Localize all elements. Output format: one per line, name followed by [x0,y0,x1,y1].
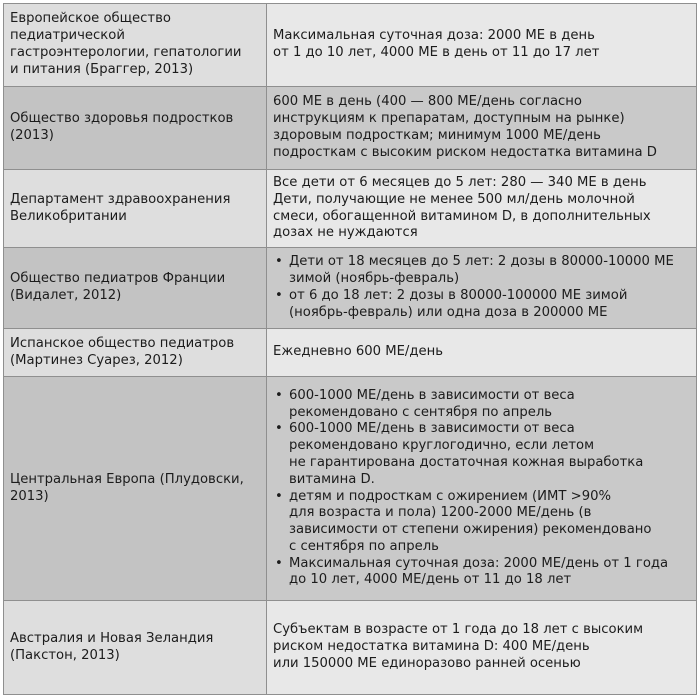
source-cell: Общество педиатров Франции (Видалет, 2012) [4,248,267,329]
table-row [4,170,697,248]
table-row [4,601,697,695]
recommendation-cell: Все дети от 6 месяцев до 5 лет: 280 — 340 МЕ в день Дети, получающие не менее 500 мл/день молочной смеси, обогащенной витамином D, в дополнительных дозах не нуждаются [267,170,697,248]
table-row [4,248,697,329]
vitamin-d-recommendations-table [3,3,697,695]
list-item: • 600-1000 МЕ/день в зависимости от веса рекомендовано круглогодично, если летом не гарантирована достаточная кожная выработка витамина D. [275,421,644,487]
list-item: • Дети от 18 месяцев до 5 лет: 2 дозы в 80000-10000 МЕ зимой (ноябрь-февраль) [275,254,674,287]
bullet-list [273,254,689,321]
list-item: • 600-1000 МЕ/день в зависимости от веса рекомендовано с сентября по апрель [275,387,575,420]
bullet-list [273,388,689,590]
source-cell: Общество здоровья подростков (2013) [4,87,267,170]
list-item: • от 6 до 18 лет: 2 дозы в 80000-100000 МЕ зимой (ноябрь-февраль) или одна доза в 200000 МЕ [275,288,628,320]
bullet-icon: • [275,254,283,270]
recommendation-cell [267,248,697,329]
source-cell: Испанское общество педиатров (Мартинез Суарез, 2012) [4,329,267,377]
bullet-icon: • [275,555,283,571]
source-cell: Европейское общество педиатрической гастроэнтерологии, гепатологии и питания (Браггер, 2013) [4,4,267,87]
bullet-icon: • [275,387,283,403]
recommendation-cell: Ежедневно 600 МЕ/день [267,329,697,377]
table-row [4,377,697,601]
bullet-icon: • [275,288,283,303]
recommendation-cell: Максимальная суточная доза: 2000 МЕ в день от 1 до 10 лет, 4000 МЕ в день от 11 до 17 лет [267,4,697,87]
source-cell: Австралия и Новая Зеландия (Пакстон, 2013) [4,601,267,695]
list-item: • детям и подросткам с ожирением (ИМТ >90% для возраста и пола) 1200-2000 МЕ/день (в зависимости от степени ожирения) рекомендовано с сентября по апрель [275,488,652,554]
table-row [4,87,697,170]
recommendation-cell: 600 МЕ в день (400 — 800 МЕ/день согласно инструкциям к препаратам, доступным на рынке) здоровым подросткам; минимум 1000 МЕ/день подросткам с высоким риском недостатка витамина D [267,87,697,170]
recommendation-cell [267,377,697,601]
table-row [4,329,697,377]
recommendation-cell: Субъектам в возрасте от 1 года до 18 лет с высоким риском недостатка витамина D: 400 МЕ/день или 150000 МЕ единоразово ранней осенью [267,601,697,695]
source-cell: Департамент здравоохранения Великобритании [4,170,267,248]
bullet-icon: • [275,421,283,437]
source-cell: Центральная Европа (Плудовски, 2013) [4,377,267,601]
list-item: • Максимальная суточная доза: 2000 МЕ/день от 1 года до 10 лет, 4000 МЕ/день от 11 до 18 лет [275,555,669,588]
bullet-icon: • [275,488,283,504]
table-row [4,4,697,87]
